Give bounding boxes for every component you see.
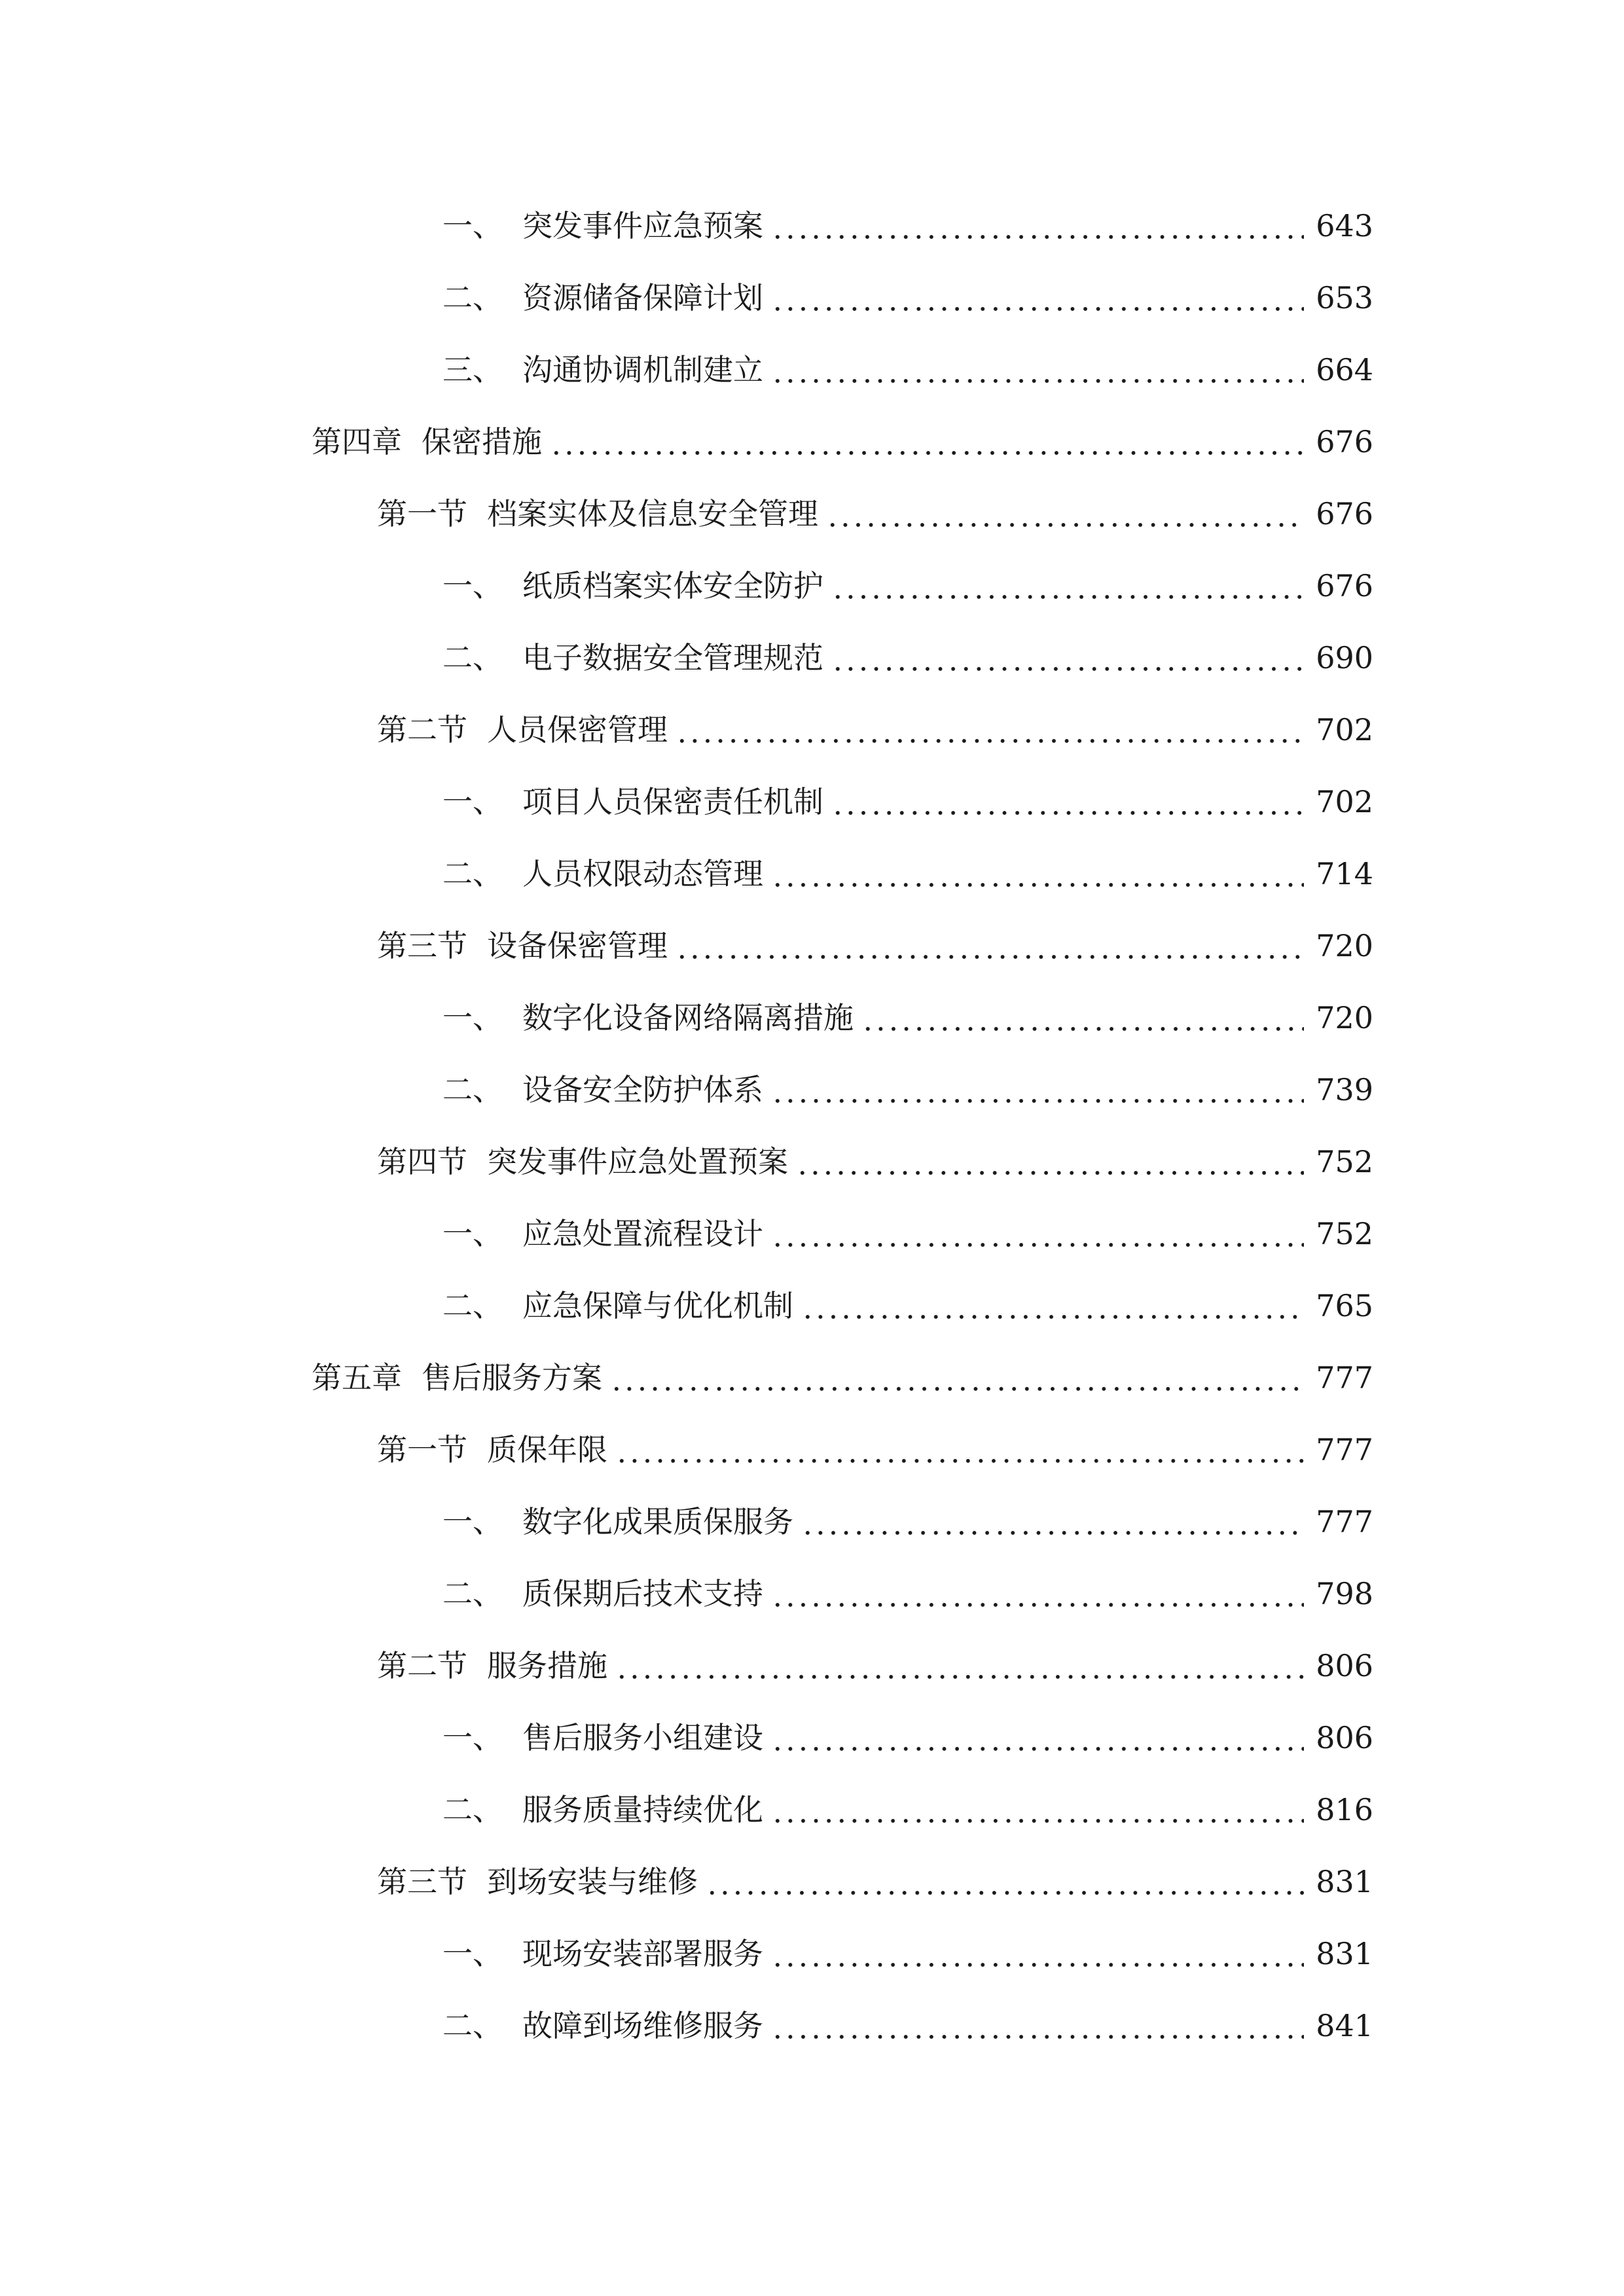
dot-leader: [831, 643, 1304, 673]
toc-entry-title: 设备保密管理: [487, 928, 668, 963]
toc-entry-title: 档案实体及信息安全管理: [487, 496, 818, 531]
dot-leader: [801, 1291, 1304, 1321]
toc-entry-number: 二、: [442, 856, 503, 891]
toc-page-number: 739: [1316, 1072, 1373, 1107]
toc-chapter-entry[interactable]: [0, 406, 1624, 478]
toc-entry[interactable]: [0, 766, 1624, 838]
dot-leader: [771, 1939, 1304, 1969]
toc-entry-number: 一、: [442, 1936, 503, 1971]
toc-page-number: 765: [1316, 1288, 1373, 1323]
toc-entry-number: 二、: [442, 1792, 503, 1827]
toc-entry-number: 一、: [442, 784, 503, 819]
toc-entry-number: 一、: [442, 568, 503, 603]
toc-page-number: 777: [1316, 1360, 1373, 1395]
toc-section-entry[interactable]: [0, 1126, 1624, 1198]
dot-leader: [771, 1723, 1304, 1753]
toc-entry[interactable]: [0, 982, 1624, 1054]
toc-chapter-number: 第四章: [312, 424, 402, 459]
toc-entry-title: 质保期后技术支持: [522, 1576, 763, 1611]
dot-leader: [771, 1795, 1304, 1825]
toc-entry[interactable]: [0, 1198, 1624, 1270]
dot-leader: [771, 1219, 1304, 1249]
toc-section-entry[interactable]: [0, 478, 1624, 550]
toc-entry-title: 应急保障与优化机制: [522, 1288, 793, 1323]
toc-page-number: 690: [1316, 640, 1373, 675]
toc-section-entry[interactable]: [0, 694, 1624, 766]
toc-section-number: 第一节: [377, 1432, 467, 1467]
toc-page-number: 676: [1316, 496, 1373, 531]
dot-leader: [831, 787, 1304, 817]
toc-section-entry[interactable]: [0, 1846, 1624, 1918]
dot-leader: [615, 1435, 1304, 1465]
toc-page-number: 831: [1316, 1864, 1373, 1899]
toc-entry-number: 三、: [442, 352, 503, 387]
table-of-contents: [0, 190, 1624, 2062]
toc-page-number: 643: [1316, 208, 1373, 243]
dot-leader: [771, 859, 1304, 889]
toc-entry[interactable]: [0, 262, 1624, 334]
toc-section-number: 第二节: [377, 1648, 467, 1683]
dot-leader: [826, 499, 1304, 529]
dot-leader: [706, 1867, 1304, 1897]
toc-entry[interactable]: [0, 1918, 1624, 1990]
dot-leader: [861, 1003, 1304, 1033]
toc-entry[interactable]: [0, 1486, 1624, 1558]
toc-section-entry[interactable]: [0, 1414, 1624, 1486]
toc-entry[interactable]: [0, 1558, 1624, 1630]
toc-entry-number: 一、: [442, 208, 503, 243]
toc-entry-title: 服务措施: [487, 1648, 607, 1683]
toc-entry-title: 设备安全防护体系: [522, 1072, 763, 1107]
dot-leader: [771, 211, 1304, 241]
toc-page-number: 702: [1316, 712, 1373, 747]
dot-leader: [801, 1507, 1304, 1537]
toc-page-number: 798: [1316, 1576, 1373, 1611]
toc-entry-title: 电子数据安全管理规范: [522, 640, 823, 675]
toc-entry-number: 一、: [442, 1000, 503, 1035]
toc-entry-number: 二、: [442, 1576, 503, 1611]
toc-entry-number: 二、: [442, 1288, 503, 1323]
toc-entry-title: 质保年限: [487, 1432, 607, 1467]
toc-entry-title: 服务质量持续优化: [522, 1792, 763, 1827]
toc-entry-number: 一、: [442, 1216, 503, 1251]
toc-page-number: 841: [1316, 2008, 1373, 2043]
toc-entry-title: 到场安装与维修: [487, 1864, 698, 1899]
dot-leader: [831, 571, 1304, 601]
toc-entry-title: 售后服务方案: [422, 1360, 602, 1395]
toc-entry[interactable]: [0, 1270, 1624, 1342]
toc-page-number: 664: [1316, 352, 1373, 387]
toc-entry[interactable]: [0, 190, 1624, 262]
toc-page-number: 816: [1316, 1792, 1373, 1827]
toc-entry-title: 数字化成果质保服务: [522, 1504, 793, 1539]
toc-entry-number: 二、: [442, 640, 503, 675]
toc-chapter-entry[interactable]: [0, 1342, 1624, 1414]
dot-leader: [676, 715, 1304, 745]
toc-entry-number: 二、: [442, 2008, 503, 2043]
toc-entry-title: 人员权限动态管理: [522, 856, 763, 891]
toc-page-number: 714: [1316, 856, 1373, 891]
toc-entry[interactable]: [0, 1702, 1624, 1774]
toc-entry-number: 一、: [442, 1504, 503, 1539]
toc-entry-number: 二、: [442, 280, 503, 315]
toc-entry-number: 二、: [442, 1072, 503, 1107]
toc-entry-title: 保密措施: [422, 424, 542, 459]
toc-entry[interactable]: [0, 1990, 1624, 2062]
toc-section-number: 第一节: [377, 496, 467, 531]
toc-entry-title: 现场安装部署服务: [522, 1936, 763, 1971]
dot-leader: [796, 1147, 1304, 1177]
toc-page-number: 777: [1316, 1504, 1373, 1539]
toc-entry-title: 数字化设备网络隔离措施: [522, 1000, 854, 1035]
toc-page-number: 676: [1316, 424, 1373, 459]
dot-leader: [615, 1651, 1304, 1681]
toc-entry[interactable]: [0, 334, 1624, 406]
toc-page-number: 720: [1316, 1000, 1373, 1035]
dot-leader: [771, 2011, 1304, 2041]
toc-entry-title: 突发事件应急预案: [522, 208, 763, 243]
toc-entry-title: 故障到场维修服务: [522, 2008, 763, 2043]
toc-entry[interactable]: [0, 838, 1624, 910]
toc-entry[interactable]: [0, 1774, 1624, 1846]
toc-section-number: 第三节: [377, 928, 467, 963]
dot-leader: [610, 1363, 1304, 1393]
toc-section-entry[interactable]: [0, 1630, 1624, 1702]
toc-page-number: 720: [1316, 928, 1373, 963]
dot-leader: [771, 283, 1304, 313]
toc-section-number: 第三节: [377, 1864, 467, 1899]
toc-page-number: 653: [1316, 280, 1373, 315]
toc-entry-title: 人员保密管理: [487, 712, 668, 747]
toc-section-number: 第四节: [377, 1144, 467, 1179]
toc-page-number: 806: [1316, 1648, 1373, 1683]
toc-page-number: 777: [1316, 1432, 1373, 1467]
dot-leader: [550, 427, 1304, 457]
toc-entry-number: 一、: [442, 1720, 503, 1755]
toc-page-number: 831: [1316, 1936, 1373, 1971]
toc-page-number: 806: [1316, 1720, 1373, 1755]
toc-page-number: 702: [1316, 784, 1373, 819]
toc-entry[interactable]: [0, 550, 1624, 622]
toc-chapter-number: 第五章: [312, 1360, 402, 1395]
dot-leader: [771, 355, 1304, 385]
toc-section-entry[interactable]: [0, 910, 1624, 982]
toc-entry[interactable]: [0, 622, 1624, 694]
toc-section-number: 第二节: [377, 712, 467, 747]
toc-entry-title: 应急处置流程设计: [522, 1216, 763, 1251]
toc-page-number: 676: [1316, 568, 1373, 603]
toc-page-number: 752: [1316, 1216, 1373, 1251]
dot-leader: [771, 1579, 1304, 1609]
toc-page-number: 752: [1316, 1144, 1373, 1179]
toc-entry-title: 沟通协调机制建立: [522, 352, 763, 387]
toc-entry-title: 项目人员保密责任机制: [522, 784, 823, 819]
toc-entry-title: 售后服务小组建设: [522, 1720, 763, 1755]
toc-entry-title: 资源储备保障计划: [522, 280, 763, 315]
toc-entry[interactable]: [0, 1054, 1624, 1126]
dot-leader: [771, 1075, 1304, 1105]
toc-entry-title: 纸质档案实体安全防护: [522, 568, 823, 603]
toc-entry-title: 突发事件应急处置预案: [487, 1144, 788, 1179]
dot-leader: [676, 931, 1304, 961]
